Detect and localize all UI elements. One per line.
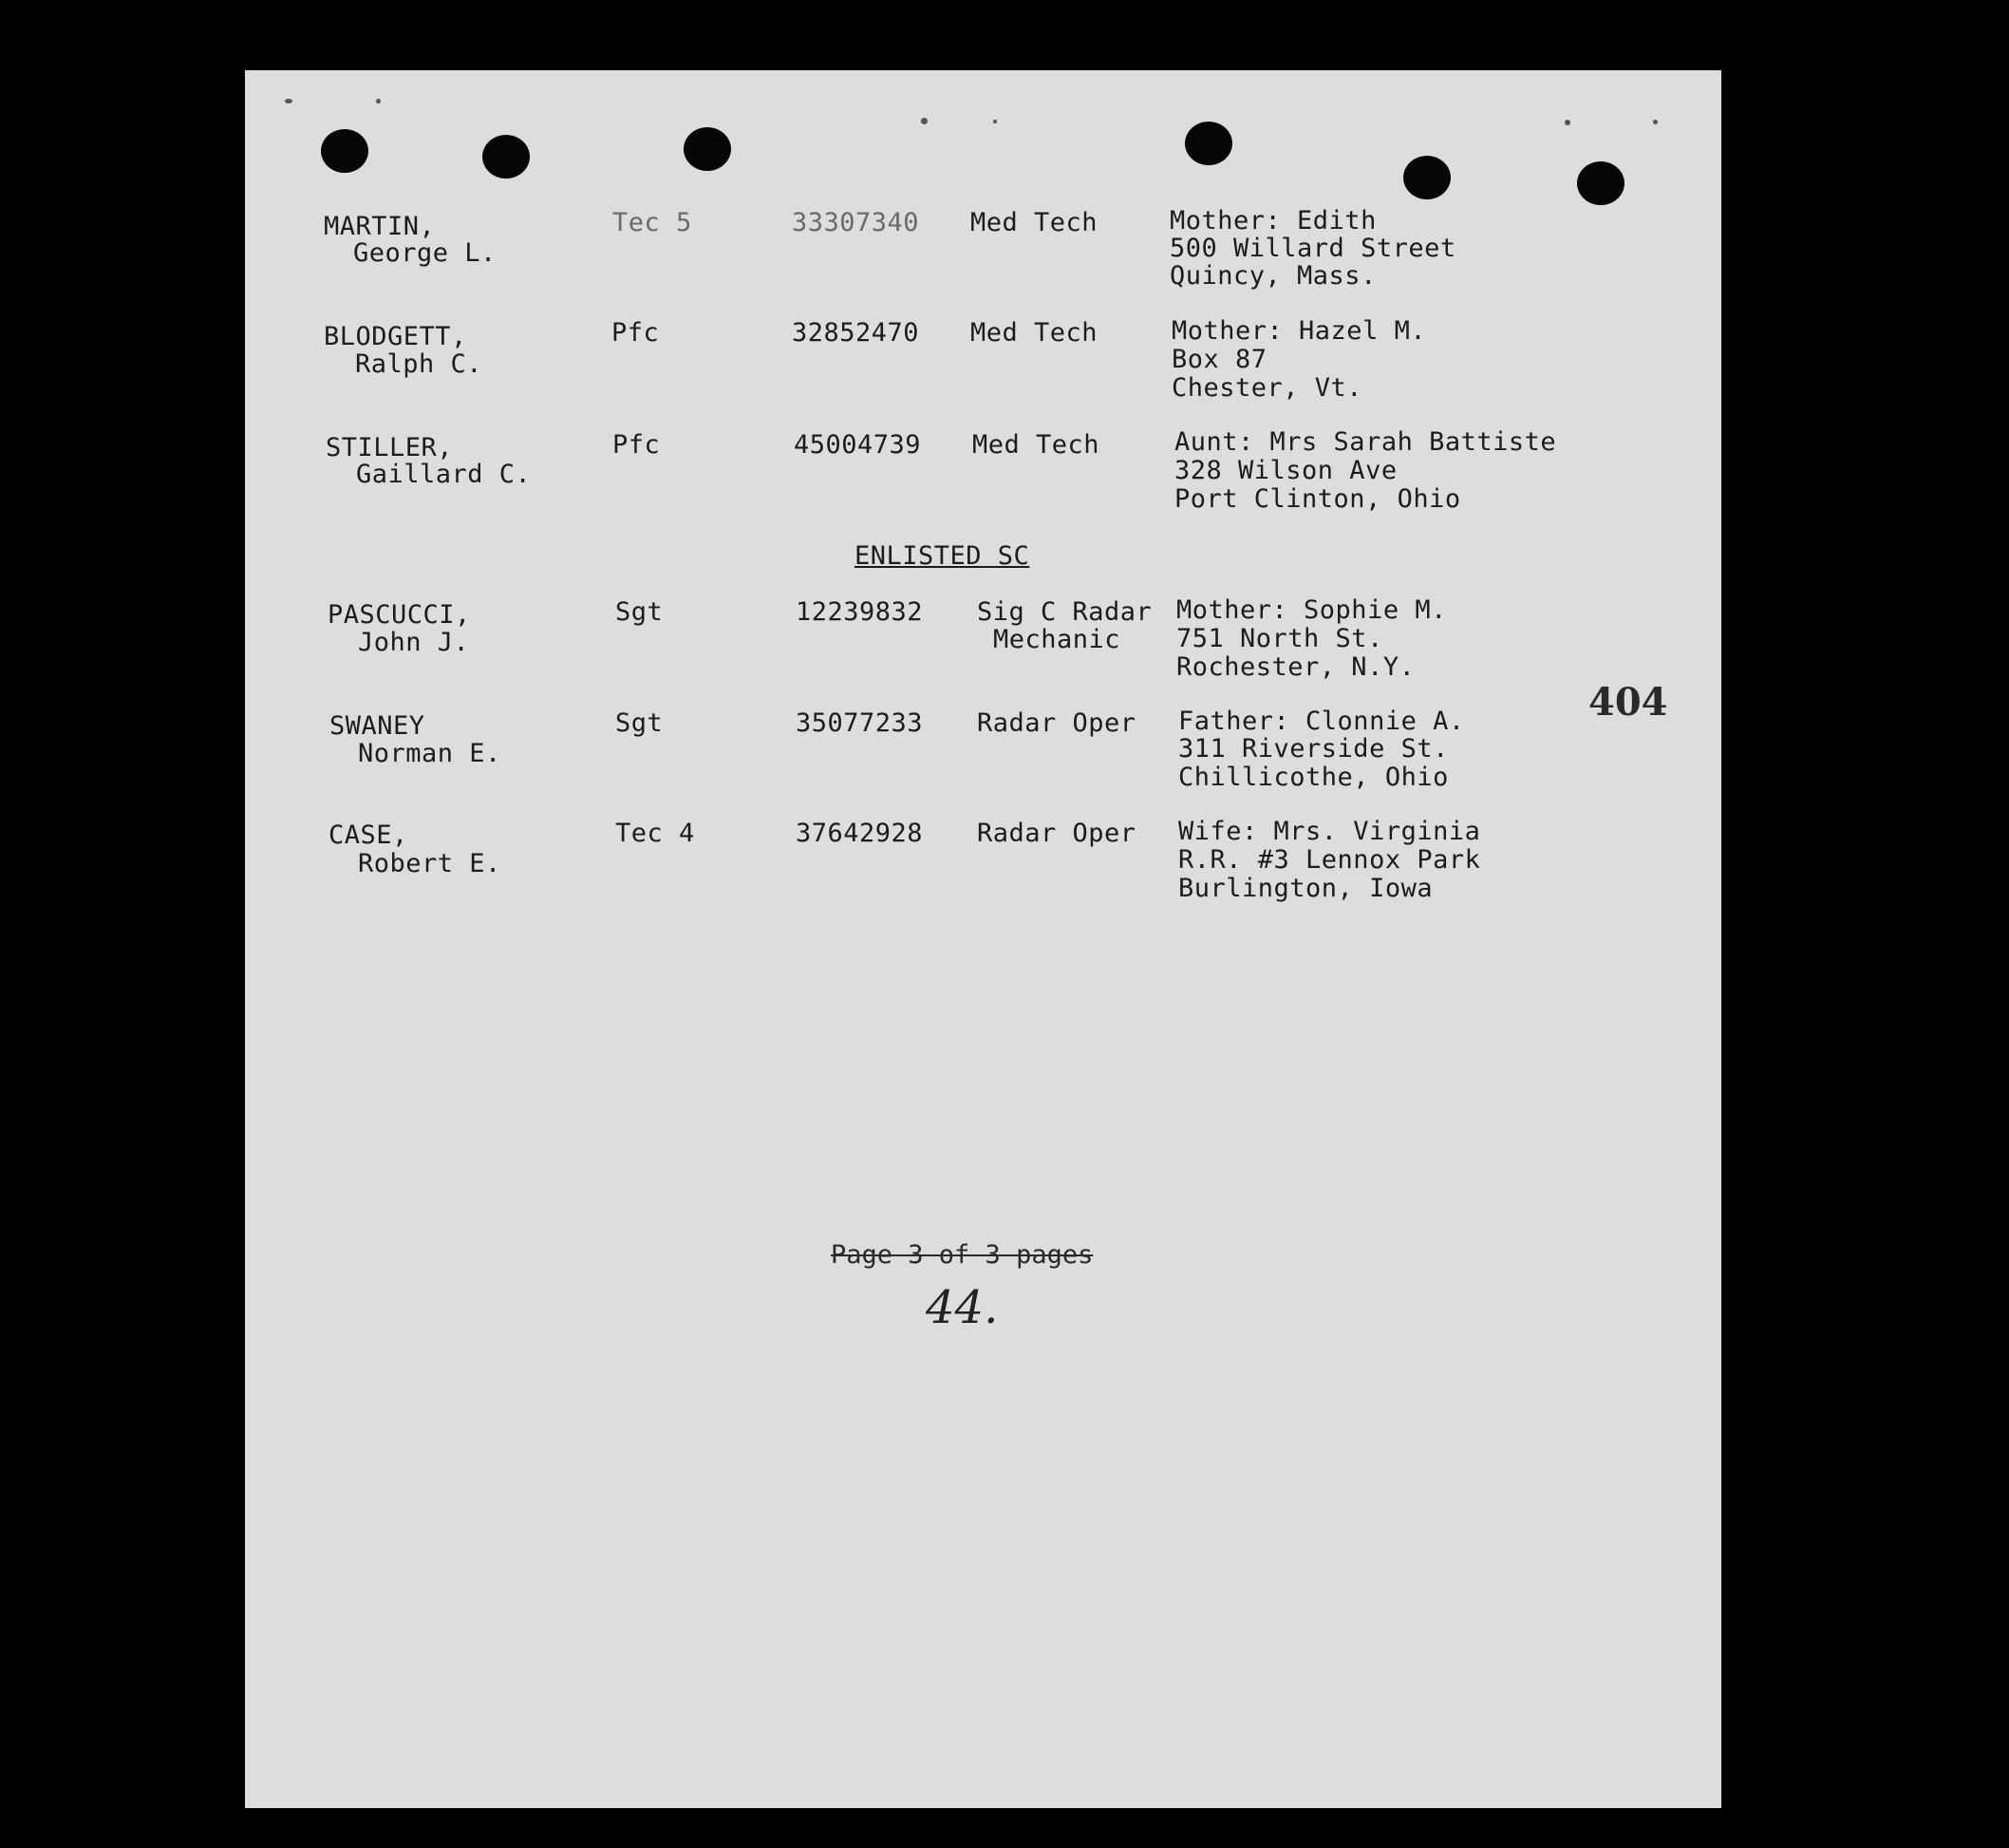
duty: Med Tech [972,430,1100,460]
handwritten-page-number: 44. [926,1281,999,1334]
serial-number: 12239832 [796,597,924,627]
speck [1653,120,1658,124]
contact-line: 311 Riverside St. [1178,734,1449,764]
punch-hole [1577,161,1624,205]
serial-number: 32852470 [792,318,920,348]
duty: Radar Oper [977,819,1136,848]
surname: PASCUCCI, [328,600,471,630]
given-name: Norman E. [358,739,501,768]
contact-line: Wife: Mrs. Virginia [1178,817,1481,846]
contact-line: Aunt: Mrs Sarah Battiste [1174,427,1557,457]
speck [993,120,997,123]
contact-line: Box 87 [1172,345,1267,374]
section-heading: ENLISTED SC [854,541,1030,571]
speck [1565,120,1570,125]
serial-number: 45004739 [794,430,922,460]
speck [376,99,381,104]
crossed-out-page-note: Page 3 of 3 pages [831,1240,1094,1270]
contact-line: Father: Clonnie A. [1178,707,1465,736]
rank: Pfc [611,318,660,348]
given-name: Gaillard C. [356,460,532,489]
contact-line: Burlington, Iowa [1178,874,1434,903]
contact-line: 751 North St. [1176,624,1383,653]
duty-continued: Mechanic [993,625,1121,654]
duty: Radar Oper [977,708,1136,738]
contact-line: Port Clinton, Ohio [1174,484,1461,514]
punch-hole [482,135,530,179]
given-name: John J. [358,628,470,657]
punch-hole [321,129,368,173]
contact-line: Mother: Edith [1170,206,1377,236]
contact-line: Rochester, N.Y. [1176,652,1416,682]
rank: Tec 5 [612,208,692,237]
surname: SWANEY [329,711,425,741]
surname: STILLER, [326,433,454,462]
given-name: Robert E. [358,849,501,878]
given-name: Ralph C. [355,349,483,379]
rank: Tec 4 [615,819,695,848]
surname: CASE, [329,820,408,850]
contact-line: Quincy, Mass. [1170,261,1377,291]
surname: BLODGETT, [324,322,467,351]
rank: Pfc [612,430,661,460]
rank: Sgt [615,597,664,627]
contact-line: R.R. #3 Lennox Park [1178,845,1481,875]
contact-line: Mother: Sophie M. [1176,595,1447,625]
duty: Med Tech [970,318,1098,348]
contact-line: 500 Willard Street [1170,234,1456,263]
duty: Sig C Radar [977,597,1153,627]
punch-hole [1185,122,1232,165]
document-page [245,70,1721,1808]
duty: Med Tech [970,208,1098,237]
punch-hole [684,127,731,171]
speck [285,99,292,104]
contact-line: 328 Wilson Ave [1174,456,1398,485]
contact-line: Chester, Vt. [1172,373,1363,403]
surname: MARTIN, [324,212,436,241]
serial-number: 37642928 [796,819,924,848]
contact-line: Chillicothe, Ohio [1178,763,1449,792]
rank: Sgt [615,708,664,738]
speck [921,118,928,124]
contact-line: Mother: Hazel M. [1172,316,1427,346]
serial-number: 35077233 [796,708,924,738]
serial-number: 33307340 [792,208,920,237]
given-name: George L. [353,238,497,268]
punch-hole [1403,156,1451,199]
stamped-page-number: 404 [1588,680,1668,725]
